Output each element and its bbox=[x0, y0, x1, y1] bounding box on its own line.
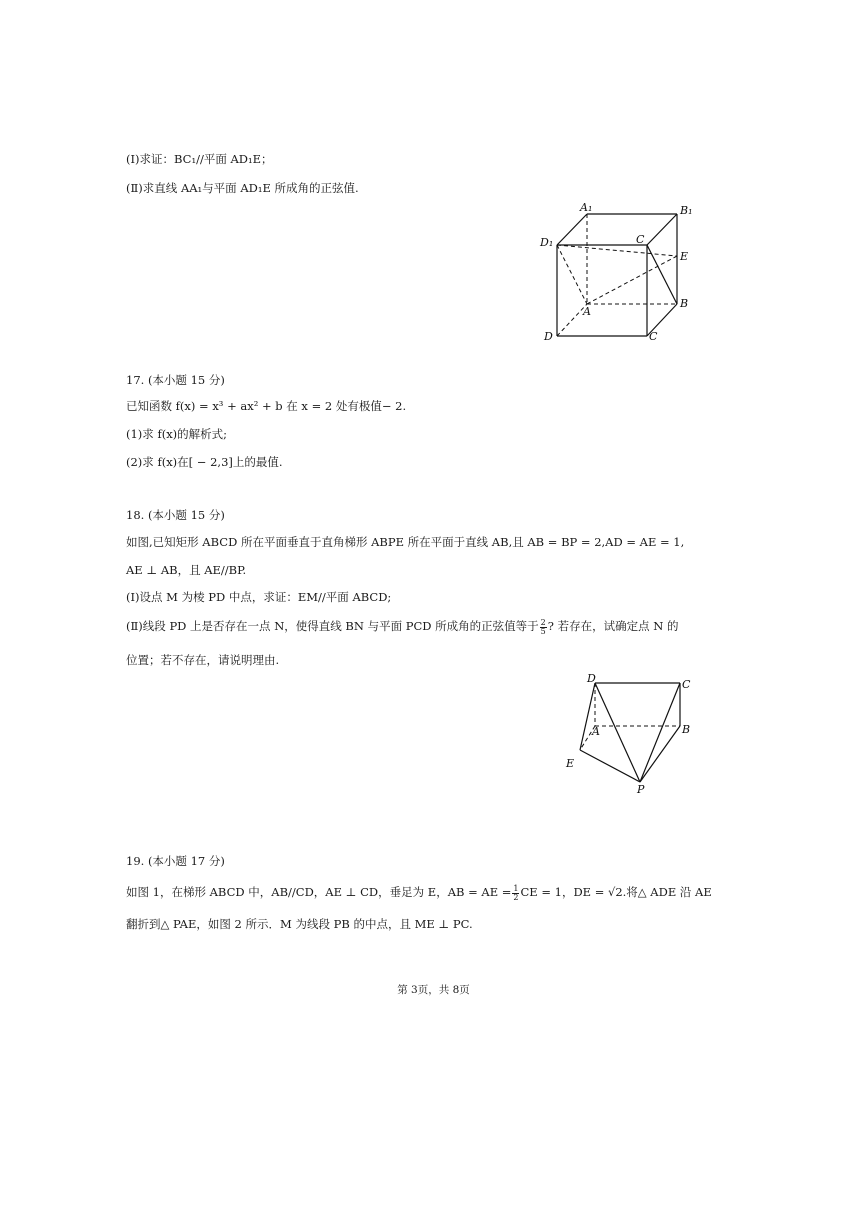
solid-figure-abpe bbox=[560, 670, 700, 800]
q16-part2: (Ⅱ)求直线 AA₁与平面 AD₁E 所成角的正弦值. bbox=[126, 181, 359, 195]
q19-header: 19. (本小题 17 分) bbox=[126, 854, 225, 868]
cube-figure bbox=[530, 198, 710, 348]
q18-stem-line1: 如图,已知矩形 ABCD 所在平面垂直于直角梯形 ABPE 所在平面于直线 AB,且 AB = BP = 2,AD = AE = 1, bbox=[126, 535, 685, 549]
page-footer: 第 3页，共 8页 bbox=[397, 984, 470, 996]
q17-header: 17. (本小题 15 分) bbox=[126, 373, 225, 387]
label-C1: C bbox=[636, 233, 645, 246]
q17-part2: (2)求 f(x)在[ − 2,3]上的最值. bbox=[126, 455, 283, 469]
label-P: P bbox=[637, 783, 645, 796]
label-E: E bbox=[680, 250, 689, 263]
label-B1: B₁ bbox=[680, 204, 693, 217]
label-D1: D₁ bbox=[540, 236, 554, 249]
label-B: B bbox=[680, 297, 689, 310]
q19-stem-line1 bbox=[126, 884, 712, 902]
label-A1: A₁ bbox=[580, 201, 593, 214]
q18-part2-line1 bbox=[126, 618, 678, 636]
q18-header: 18. (本小题 15 分) bbox=[126, 508, 225, 522]
frac-num: 1 bbox=[513, 883, 519, 893]
frac-num: 2 bbox=[540, 617, 546, 627]
q18-part2-text-a: (Ⅱ)线段 PD 上是否存在一点 N，使得直线 BN 与平面 PCD 所成角的正弦值等于 bbox=[126, 619, 539, 633]
q19-stem-text-b: CE = 1，DE = √2.将△ ADE 沿 AE bbox=[520, 885, 712, 899]
q18-part2-line2: 位置；若不存在，请说明理由. bbox=[126, 653, 280, 667]
label-C: C bbox=[649, 330, 658, 343]
label-D: D bbox=[544, 330, 553, 343]
q18-stem-line2: AE ⊥ AB，且 AE//BP. bbox=[126, 563, 247, 577]
fraction-2-5 bbox=[540, 619, 547, 636]
q18-part1: (Ⅰ)设点 M 为棱 PD 中点，求证：EM//平面 ABCD; bbox=[126, 590, 392, 604]
fraction-1-2 bbox=[512, 885, 519, 902]
q17-stem: 已知函数 f(x) = x³ + ax² + b 在 x = 2 处有极值− 2. bbox=[126, 399, 407, 413]
q18-part2-text-b: ? 若存在，试确定点 N 的 bbox=[547, 619, 679, 633]
label-B: B bbox=[682, 723, 691, 736]
q17-part1: (1)求 f(x)的解析式; bbox=[126, 427, 228, 441]
label-E: E bbox=[566, 757, 575, 770]
label-A: A bbox=[583, 305, 591, 318]
label-A: A bbox=[592, 725, 600, 738]
frac-den: 2 bbox=[513, 892, 519, 902]
q16-part1: (Ⅰ)求证：BC₁//平面 AD₁E； bbox=[126, 152, 273, 166]
frac-den: 5 bbox=[540, 626, 546, 636]
q19-stem-line2: 翻折到△ PAE，如图 2 所示．M 为线段 PB 的中点，且 ME ⊥ PC. bbox=[126, 917, 473, 931]
label-D: D bbox=[587, 672, 596, 685]
label-C: C bbox=[682, 678, 691, 691]
q19-stem-text-a: 如图 1，在梯形 ABCD 中，AB//CD，AE ⊥ CD，垂足为 E，AB = AE = bbox=[126, 885, 512, 899]
